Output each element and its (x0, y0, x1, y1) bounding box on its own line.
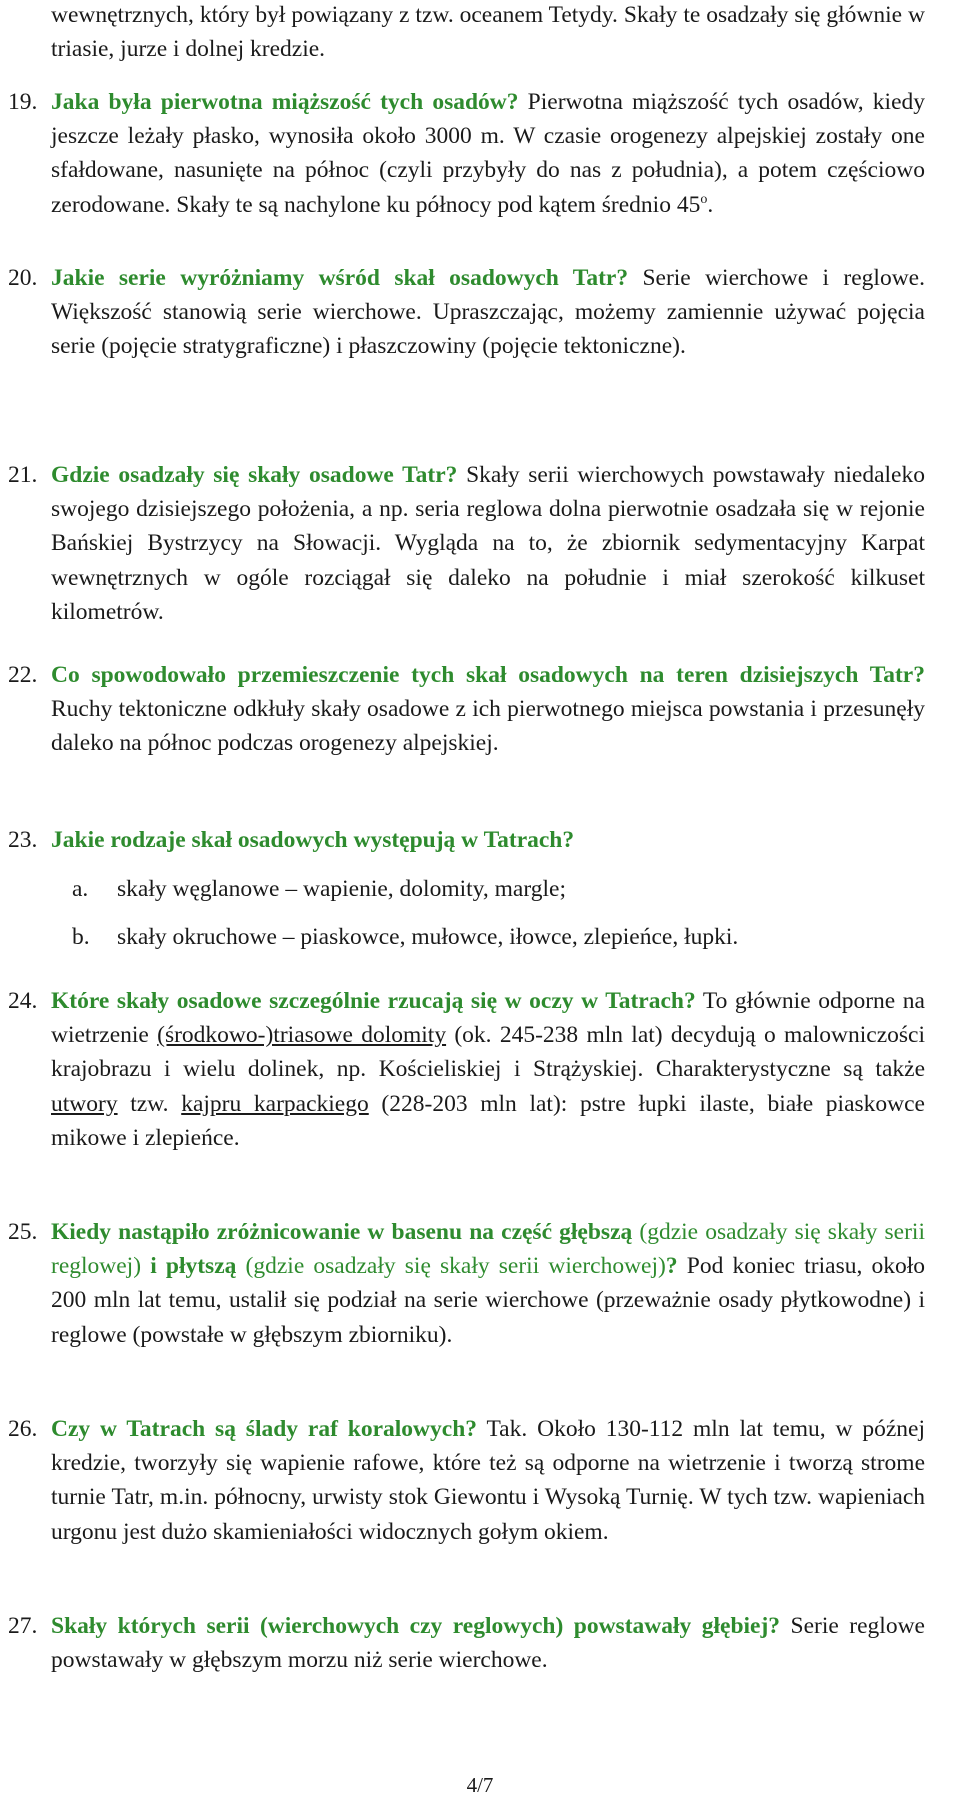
question-aside: (gdzie osadzały się skały serii reglowej) (51, 1219, 925, 1280)
intro-line-1: wewnętrznych, który był powiązany z tzw. oceanem Tetydy. Skały (51, 2, 684, 28)
answer-text: Serie wierchowe i reglowe. Większość stanowią serie wierchowe. Upraszczając, możemy zamiennie używać pojęcia serie (pojęcie stratygraficzne) i płaszczowiny (pojęcie tektoniczne). (51, 265, 925, 360)
question-number: 25. (8, 1219, 38, 1245)
page-number: 4/7 (466, 1773, 494, 1797)
answer-text: Pod koniec triasu, około 200 mln lat temu, ustalił się podział na serie wierchowe (przeważnie osady płytkowodne) i reglowe (powstałe w głębszym zbiorniku). (51, 1253, 926, 1348)
question-text: Kiedy nastąpiło zróżnicowanie w basenu na część głębszą (51, 1219, 633, 1245)
dolomity-link[interactable]: (środkowo-)triasowe dolomity (157, 1022, 447, 1049)
question-24 (8, 984, 925, 1155)
question-text: Co spowodowało przemieszczenie tych skał osadowych na teren dzisiejszych Tatr? (51, 662, 925, 688)
question-25 (8, 1215, 926, 1352)
question-text: Jakie serie wyróżniamy wśród skał osadowych Tatr? (51, 265, 629, 291)
answer-text: Skały serii wierchowych powstawały niedaleko swojego dzisiejszego położenia, a np. seria reglowa dolna pierwotnie osadzała się w rejonie Bańskiej Bystrzycy na Słowacji. Wygląda na to, że zbiornik sedymentacyjny Karpat wewnętrznych w ogóle rozciągał się daleko na południe i miał szerokość kilkuset kilometrów. (51, 462, 925, 625)
list-item-letter: a. (72, 876, 89, 902)
question-text: Jaka była pierwotna miąższość tych osadów? (51, 89, 519, 115)
question-19 (8, 85, 925, 222)
question-22 (8, 658, 925, 761)
question-number: 26. (8, 1416, 38, 1442)
question-number: 21. (8, 462, 38, 488)
question-number: 20. (8, 265, 38, 291)
question-text: Czy w Tatrach są ślady raf koralowych? (51, 1416, 478, 1442)
kajpru-link[interactable]: kajpru karpackiego (181, 1090, 369, 1117)
question-20 (8, 261, 925, 364)
question-23 (8, 823, 925, 857)
answer-text: Tak. Około 130-112 mln lat temu, w późnej kredzie, tworzyły się wapienie rafowe, które też są odporne na wietrzenie i tworzą strome turnie Tatr, m.in. północny, urwisty stok Giewontu i Wysoką Turnię. W tych tzw. wapieniach urgonu jest dużo skamieniałości widocznych gołym okiem. (51, 1416, 925, 1545)
question-text: Jakie rodzaje skał osadowych występują w Tatrach? (51, 827, 575, 853)
answer-end: . (707, 191, 714, 218)
intro-line-2: te osadzały się głównie w triasie, jurze i dolnej kredzie. (51, 2, 926, 63)
answer-text: (ok. 245-238 mln lat) decydują o malowniczości krajobrazu i wielu dolinek, np. Kościeliskiej i Strążyskiej. Charakterystyczne są także (51, 1022, 925, 1083)
question-text: Skały których serii (wierchowych czy reglowych) powstawały głębiej? (51, 1613, 781, 1639)
answer-text: tzw. (117, 1090, 182, 1117)
question-number: 22. (8, 662, 38, 688)
degree-mark: o (700, 191, 708, 207)
list-item-text: skały węglanowe – wapienie, dolomity, margle; (117, 876, 567, 902)
question-mark: ? (665, 1253, 678, 1280)
question-number: 19. (8, 89, 38, 115)
question-21 (8, 458, 925, 629)
question-number: 23. (8, 827, 38, 853)
question-26 (8, 1412, 925, 1549)
utwory-link[interactable]: utwory (51, 1090, 118, 1117)
list-item-letter: b. (72, 924, 90, 950)
question-text: i płytszą (150, 1253, 237, 1280)
list-item-text: skały okruchowe – piaskowce, mułowce, iłowce, zlepieńce, łupki. (117, 924, 739, 950)
question-text: Które skały osadowe szczególnie rzucają się w oczy w Tatrach? (51, 988, 696, 1014)
answer-text: To głównie odporne na wietrzenie (51, 988, 925, 1049)
answer-text: Serie reglowe powstawały w głębszym morzu niż serie wierchowe. (51, 1613, 925, 1674)
question-27 (8, 1609, 925, 1677)
question-text: Gdzie osadzały się skały osadowe Tatr? (51, 462, 458, 488)
question-aside: (gdzie osadzały się skały serii wierchowej) (236, 1253, 666, 1280)
question-number: 27. (8, 1613, 38, 1639)
answer-text: Ruchy tektoniczne odkłuły skały osadowe z ich pierwotnego miejsca powstania i przesunęły daleko na północ podczas orogenezy alpejskiej. (51, 696, 925, 757)
intro-paragraph (51, 0, 925, 66)
answer-text: (228-203 mln lat): pstre łupki ilaste, białe piaskowce mikowe i zlepieńce. (51, 1090, 925, 1151)
question-number: 24. (8, 988, 38, 1014)
answer-text: Pierwotna miąższość tych osadów, kiedy jeszcze leżały płasko, wynosiła około 3000 m. W czasie orogenezy alpejskiej zostały one sfałdowane, nasunięte na północ (czyli przybyły do nas z południa), a potem częściowo zerodowane. Skały te są nachylone ku północy pod kątem średnio 45 (51, 89, 925, 218)
